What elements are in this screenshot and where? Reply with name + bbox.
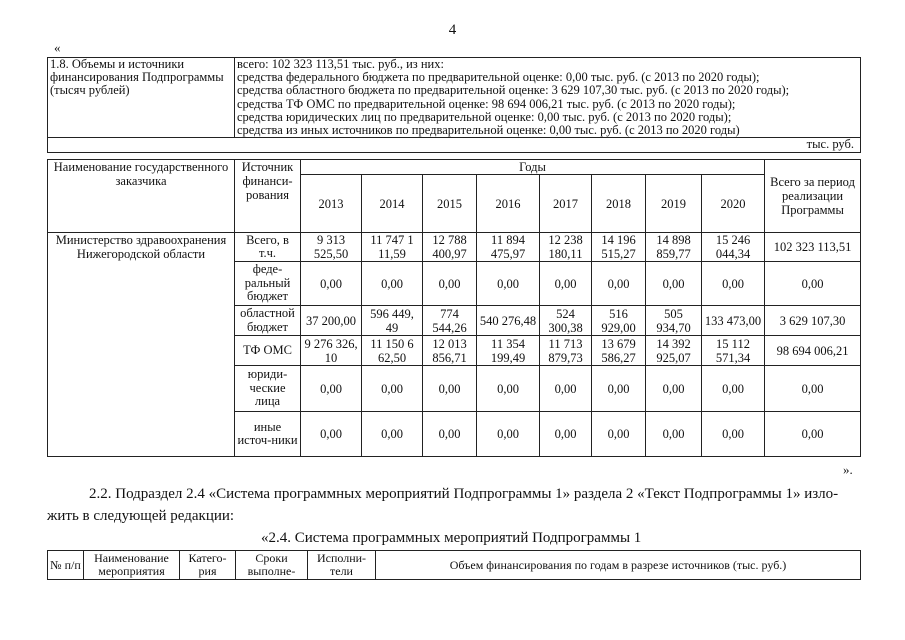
col-total-header: Всего за период реализации Программы [765, 160, 861, 233]
value-cell: 12 788 400,97 [423, 233, 477, 262]
value-cell: 0,00 [477, 366, 540, 412]
value-cell: 11 713 879,73 [540, 336, 592, 366]
value-cell: 0,00 [702, 262, 765, 306]
section-subtitle: «2.4. Система программных мероприятий Подпрограммы 1 [261, 530, 642, 546]
year-header: 2019 [646, 175, 702, 233]
summary-line: всего: 102 323 113,51 тыс. руб., из них: [237, 57, 444, 71]
total-cell: 0,00 [765, 262, 861, 306]
value-cell: 524 300,38 [540, 306, 592, 336]
year-header: 2014 [362, 175, 423, 233]
summary-line: средства областного бюджета по предварительной оценке: 3 629 107,30 тыс. руб. (с 2013 по 2020 годы); [237, 83, 790, 98]
value-cell: 0,00 [540, 366, 592, 412]
finance-table [47, 159, 861, 457]
value-cell: 0,00 [423, 262, 477, 306]
value-cell: 11 747 1 11,59 [362, 233, 423, 262]
value-cell: 0,00 [540, 262, 592, 306]
body-paragraph: 2.2. Подраздел 2.4 «Система программных мероприятий Подпрограммы 1» раздела 2 «Текст Подпрограммы 1» изло- [89, 486, 839, 502]
source-cell: ТФ ОМС [235, 336, 301, 366]
value-cell: 14 898 859,77 [646, 233, 702, 262]
value-cell: 11 150 6 62,50 [362, 336, 423, 366]
value-cell: 14 196 515,27 [592, 233, 646, 262]
summary-table [47, 57, 861, 153]
value-cell: 0,00 [301, 366, 362, 412]
source-cell: юриди-ческие лица [235, 366, 301, 412]
plan-header-number: № п/п [48, 551, 84, 580]
value-cell: 0,00 [592, 366, 646, 412]
value-cell: 0,00 [423, 412, 477, 457]
customer-name: Министерство здравоохранения Нижегородской области [48, 233, 235, 457]
year-header: 2018 [592, 175, 646, 233]
value-cell: 15 112 571,34 [702, 336, 765, 366]
value-cell: 11 354 199,49 [477, 336, 540, 366]
value-cell: 0,00 [301, 262, 362, 306]
value-cell: 0,00 [646, 262, 702, 306]
value-cell: 14 392 925,07 [646, 336, 702, 366]
value-cell: 0,00 [540, 412, 592, 457]
summary-line: средства юридических лиц по предварительной оценке: 0,00 тыс. руб. (с 2013 по 2020 годы); [237, 109, 732, 124]
year-header: 2015 [423, 175, 477, 233]
total-cell: 0,00 [765, 412, 861, 457]
value-cell: 133 473,00 [702, 306, 765, 336]
value-cell: 0,00 [702, 412, 765, 457]
total-cell: 0,00 [765, 366, 861, 412]
value-cell: 0,00 [646, 366, 702, 412]
plan-header-executors: Исполни-тели [308, 551, 376, 580]
total-cell: 98 694 006,21 [765, 336, 861, 366]
value-cell: 540 276,48 [477, 306, 540, 336]
plan-header-financing: Объем финансирования по годам в разрезе источников (тыс. руб.) [376, 551, 861, 580]
value-cell: 0,00 [646, 412, 702, 457]
year-header: 2016 [477, 175, 540, 233]
value-cell: 0,00 [592, 262, 646, 306]
units-label: тыс. руб. [48, 138, 861, 153]
value-cell: 0,00 [362, 412, 423, 457]
value-cell: 9 313 525,50 [301, 233, 362, 262]
summary-details [235, 58, 861, 138]
value-cell: 0,00 [477, 262, 540, 306]
value-cell: 596 449, 49 [362, 306, 423, 336]
summary-label: 1.8. Объемы и источники финансирования Подпрограммы (тысяч рублей) [48, 58, 235, 138]
source-cell: феде-ральный бюджет [235, 262, 301, 306]
opening-quote: « [54, 40, 61, 55]
year-header: 2020 [702, 175, 765, 233]
year-header: 2017 [540, 175, 592, 233]
page-number: 4 [448, 22, 457, 38]
value-cell: 0,00 [702, 366, 765, 412]
value-cell: 15 246 044,34 [702, 233, 765, 262]
value-cell: 9 276 326, 10 [301, 336, 362, 366]
value-cell: 774 544,26 [423, 306, 477, 336]
value-cell: 11 894 475,97 [477, 233, 540, 262]
value-cell: 37 200,00 [301, 306, 362, 336]
plan-header-activity: Наименование мероприятия [84, 551, 180, 580]
plan-table [47, 550, 861, 580]
summary-line: средства федерального бюджета по предварительной оценке: 0,00 тыс. руб. (с 2013 по 2020 годы); [237, 70, 760, 85]
value-cell: 0,00 [423, 366, 477, 412]
total-cell: 3 629 107,30 [765, 306, 861, 336]
value-cell: 0,00 [362, 366, 423, 412]
col-source-header: Источник финанси-рования [235, 160, 301, 233]
body-paragraph-continuation: жить в следующей редакции: [47, 508, 235, 524]
total-cell: 102 323 113,51 [765, 233, 861, 262]
plan-header-deadline: Сроки выполне- [236, 551, 308, 580]
col-customer-header: Наименование государственного заказчика [48, 160, 235, 233]
value-cell: 505 934,70 [646, 306, 702, 336]
table-row [48, 233, 861, 262]
value-cell: 13 679 586,27 [592, 336, 646, 366]
source-cell: Всего, в т.ч. [235, 233, 301, 262]
col-years-header: Годы [301, 160, 765, 175]
value-cell: 0,00 [592, 412, 646, 457]
summary-line: средства из иных источников по предварительной оценке: 0,00 тыс. руб. (с 2013 по 2020 годы) [237, 123, 740, 138]
value-cell: 12 238 180,11 [540, 233, 592, 262]
source-cell: иные источ-ники [235, 412, 301, 457]
year-header: 2013 [301, 175, 362, 233]
value-cell: 12 013 856,71 [423, 336, 477, 366]
source-cell: областной бюджет [235, 306, 301, 336]
plan-header-category: Катего-рия [180, 551, 236, 580]
value-cell: 516 929,00 [592, 306, 646, 336]
summary-line: средства ТФ ОМС по предварительной оценке: 98 694 006,21 тыс. руб. (с 2013 по 2020 годы); [237, 96, 736, 111]
value-cell: 0,00 [362, 262, 423, 306]
value-cell: 0,00 [477, 412, 540, 457]
value-cell: 0,00 [301, 412, 362, 457]
closing-quote: ». [843, 462, 853, 477]
